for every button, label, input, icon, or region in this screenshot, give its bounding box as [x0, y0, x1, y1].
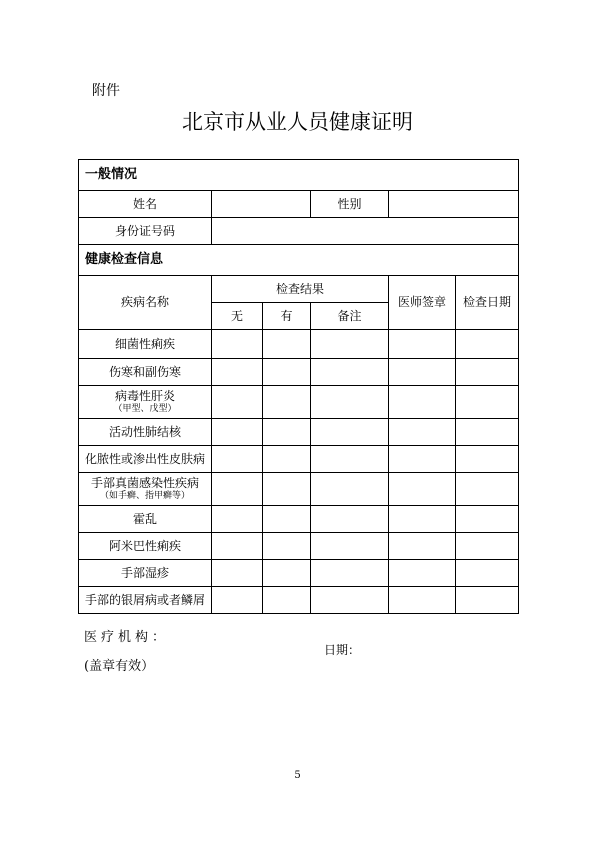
result-none-cell[interactable]	[212, 419, 263, 446]
check-date-cell[interactable]	[456, 419, 519, 446]
check-date-header: 检查日期	[456, 276, 519, 330]
date-label: 日期：	[324, 643, 361, 657]
check-date-cell[interactable]	[456, 587, 519, 614]
doctor-sign-cell[interactable]	[389, 587, 456, 614]
check-date-cell[interactable]	[456, 506, 519, 533]
remark-cell[interactable]	[311, 473, 389, 506]
result-has-cell[interactable]	[263, 506, 311, 533]
result-none-cell[interactable]	[212, 359, 263, 386]
disease-name-text: 活动性肺结核	[108, 424, 181, 439]
result-remark-header: 备注	[311, 303, 389, 330]
result-has-header: 有	[263, 303, 311, 330]
result-has-cell[interactable]	[263, 560, 311, 587]
doctor-sign-header: 医师签章	[389, 276, 456, 330]
result-none-cell[interactable]	[212, 560, 263, 587]
remark-cell[interactable]	[311, 419, 389, 446]
remark-cell[interactable]	[311, 386, 389, 419]
disease-name	[79, 587, 212, 614]
disease-name-text: 手部的银屑病或者鳞屑	[84, 592, 205, 607]
doctor-sign-cell[interactable]	[389, 386, 456, 419]
disease-name	[79, 330, 212, 359]
disease-name	[79, 386, 212, 419]
disease-name	[79, 359, 212, 386]
remark-cell[interactable]	[311, 359, 389, 386]
remark-cell[interactable]	[311, 533, 389, 560]
result-none-cell[interactable]	[212, 330, 263, 359]
disease-name-text: 阿米巴性痢疾	[108, 538, 181, 553]
id-number-field[interactable]	[212, 218, 519, 245]
result-has-cell[interactable]	[263, 473, 311, 506]
result-has-cell[interactable]	[263, 330, 311, 359]
doctor-sign-cell[interactable]	[389, 560, 456, 587]
result-none-cell[interactable]	[212, 533, 263, 560]
result-none-header: 无	[212, 303, 263, 330]
disease-name	[79, 506, 212, 533]
disease-name-text: 化脓性或渗出性皮肤病	[84, 451, 205, 466]
disease-row	[79, 359, 519, 386]
medical-institution-label: 医疗机构：	[84, 630, 170, 645]
disease-row	[79, 419, 519, 446]
doctor-sign-cell[interactable]	[389, 446, 456, 473]
doctor-sign-cell[interactable]	[389, 473, 456, 506]
result-none-cell[interactable]	[212, 446, 263, 473]
disease-note: （甲型、戊型）	[113, 403, 177, 414]
result-none-cell[interactable]	[212, 386, 263, 419]
check-date-cell[interactable]	[456, 560, 519, 587]
name-field[interactable]	[212, 191, 311, 218]
disease-row	[79, 560, 519, 587]
id-number-label: 身份证号码	[79, 218, 212, 245]
check-date-cell[interactable]	[456, 330, 519, 359]
check-date-cell[interactable]	[456, 533, 519, 560]
page-number: 5	[294, 770, 301, 781]
disease-name-text: 手部真菌感染性疾病	[90, 475, 199, 490]
section-health-check: 健康检查信息	[79, 245, 519, 276]
disease-row	[79, 587, 519, 614]
check-date-cell[interactable]	[456, 386, 519, 419]
disease-row	[79, 506, 519, 533]
result-header: 检查结果	[212, 276, 389, 303]
remark-cell[interactable]	[311, 446, 389, 473]
disease-name	[79, 533, 212, 560]
remark-cell[interactable]	[311, 330, 389, 359]
disease-name	[79, 446, 212, 473]
doctor-sign-cell[interactable]	[389, 419, 456, 446]
disease-name	[79, 419, 212, 446]
health-certificate-table	[78, 159, 519, 614]
page-title: 北京市从业人员健康证明	[182, 110, 413, 134]
remark-cell[interactable]	[311, 587, 389, 614]
section-general-info: 一般情况	[79, 160, 519, 191]
disease-name	[79, 560, 212, 587]
disease-name-text: 细菌性痢疾	[114, 336, 175, 351]
check-date-cell[interactable]	[456, 446, 519, 473]
name-label: 姓名	[79, 191, 212, 218]
result-has-cell[interactable]	[263, 419, 311, 446]
gender-label: 性别	[311, 191, 389, 218]
disease-row	[79, 473, 519, 506]
result-has-cell[interactable]	[263, 386, 311, 419]
disease-name-text: 霍乱	[132, 511, 157, 526]
check-date-cell[interactable]	[456, 359, 519, 386]
disease-name-text: 病毒性肝炎	[114, 388, 175, 403]
result-has-cell[interactable]	[263, 446, 311, 473]
remark-cell[interactable]	[311, 560, 389, 587]
result-has-cell[interactable]	[263, 359, 311, 386]
disease-name-header: 疾病名称	[79, 276, 212, 330]
disease-name-text: 伤寒和副伤寒	[108, 364, 181, 379]
doctor-sign-cell[interactable]	[389, 533, 456, 560]
result-has-cell[interactable]	[263, 587, 311, 614]
stamp-note: (盖章有效）	[84, 659, 155, 674]
doctor-sign-cell[interactable]	[389, 506, 456, 533]
disease-row	[79, 386, 519, 419]
disease-name-text: 手部湿疹	[120, 565, 169, 580]
disease-note: （如手癣、指甲癣等）	[99, 490, 190, 501]
remark-cell[interactable]	[311, 506, 389, 533]
disease-row	[79, 330, 519, 359]
check-date-cell[interactable]	[456, 473, 519, 506]
gender-field[interactable]	[389, 191, 519, 218]
disease-row	[79, 533, 519, 560]
doctor-sign-cell[interactable]	[389, 359, 456, 386]
result-none-cell[interactable]	[212, 473, 263, 506]
disease-name	[79, 473, 212, 506]
doctor-sign-cell[interactable]	[389, 330, 456, 359]
result-has-cell[interactable]	[263, 533, 311, 560]
result-none-cell[interactable]	[212, 506, 263, 533]
result-none-cell[interactable]	[212, 587, 263, 614]
disease-row	[79, 446, 519, 473]
annex-label: 附件	[92, 83, 120, 99]
